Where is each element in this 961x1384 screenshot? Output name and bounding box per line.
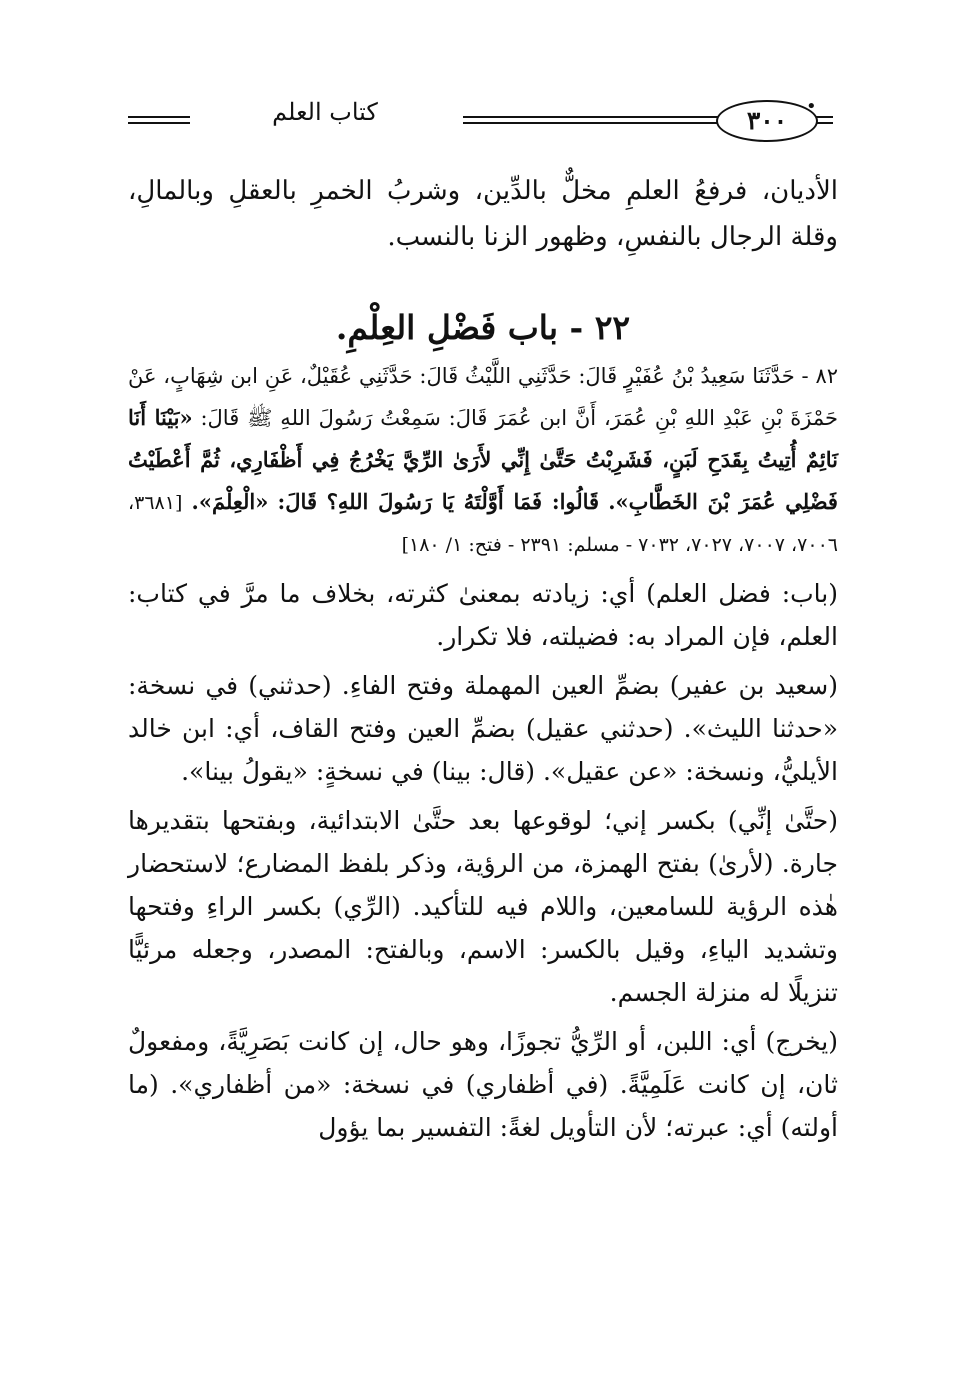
ornament-dot-icon: •	[806, 96, 817, 117]
intro-paragraph: الأديان، فرفعُ العلمِ مخلٌّ بالدِّين، وشربُ الخمرِ بالعقلِ وبالمالِ، وقلة الرجال بالنفسِ، وظهور الزنا بالنسب.	[128, 176, 838, 252]
commentary-paragraph: (باب: فضل العلم) أي: زيادته بمعنىٰ كثرته، بخلاف ما مرَّ في كتاب: العلم، فإن المراد به: فضيلته، فلا تكرار.	[128, 579, 838, 651]
hadith-references: [٣٦٨١، ٧٠٠٦، ٧٠٠٧، ٧٠٢٧، ٧٠٣٢ - مسلم: ٢٣٩١ - فتح: ١/ ١٨٠]	[128, 492, 838, 556]
commentary-paragraph: (حتَّىٰ إنِّي) بكسر إني؛ لوقوعها بعد حتَّىٰ الابتدائية، وبفتحها بتقديرها جارة. (لأرىٰ) بفتح الهمزة، من الرؤية، وذكر بلفظ المضارع؛ لاستحضار هٰذه الرؤية للسامعين، واللام فيه للتأكيد. (الرِّي) بكسر الراءِ وفتحها وتشديد الياءِ، وقيل بالكسر: الاسم، وبالفتح: المصدر، وجعله مرئيًّا تنزيلًا له منزلة الجسم.	[128, 806, 838, 1007]
hadith-question: قَالُوا: فَمَا أَوَّلْتَهُ يَا رَسُولَ اللهِ؟ قَالَ:	[277, 489, 600, 514]
commentary-paragraph: (يخرج) أي: اللبن، أو الرِّيُّ تجوزًا، وهو حال، إن كانت بَصَرِيَّةً، ومفعولٌ ثان، إن كانت عَلَمِيَّةً. (في أظفاري) في نسخة: «من أظفاري». (ما أولته) أي: عبرته؛ لأن التأويل لغةً: التفسير بما يؤول	[128, 1027, 838, 1142]
hadith-matn: «بَيْنَا أَنَا نَائِمٌ أُتِيتُ بِقَدَحِ لَبَنٍ، فَشَرِبْتُ حَتَّىٰ إِنِّي لأَرَىٰ الرِّيَّ يَخْرُجُ فِي أَظْفَارِي، ثُمَّ أَعْطَيْتُ فَضْلِي عُمَرَ بْنَ الخَطَّابِ».	[128, 405, 838, 514]
commentary-paragraph: (سعيد بن عفير) بضمِّ العين المهملة وفتح الفاءِ. (حدثني) في نسخة: «حدثنا الليث». (حدثني عقيل) بضمِّ العين وفتح القاف، أي: ابن خالد الأيليُّ، ونسخة: «عن عقيل». (قال: بينا) في نسخةٍ: «يقولُ بينا».	[128, 671, 838, 786]
hadith-isnad: ٨٢ - حَدَّثَنَا سَعِيدُ بْنُ عُفَيْرٍ قَالَ: حَدَّثَنِي اللَّيْثُ قَالَ: حَدَّثَنِي عُقَيْلٌ، عَنِ ابن شِهَابٍ، عَنْ حَمْزَةَ بْنِ عَبْدِ اللهِ بْنِ عُمَرَ، أَنَّ ابن عُمَرَ قَالَ: سَمِعْتُ رَسُولَ اللهِ ﷺ قَالَ:	[128, 364, 838, 430]
page-number: ٣٠٠	[716, 100, 818, 142]
page-content	[128, 168, 838, 1149]
header-rule-left	[128, 116, 190, 124]
page-header	[128, 96, 838, 144]
hadith-text	[128, 356, 838, 566]
chapter-title: ٢٢ - باب فَضْلِ العِلْمِ.	[335, 308, 631, 347]
hadith-answer: «الْعِلْمَ».	[191, 489, 269, 514]
running-title: كتاب العلم	[272, 98, 378, 126]
